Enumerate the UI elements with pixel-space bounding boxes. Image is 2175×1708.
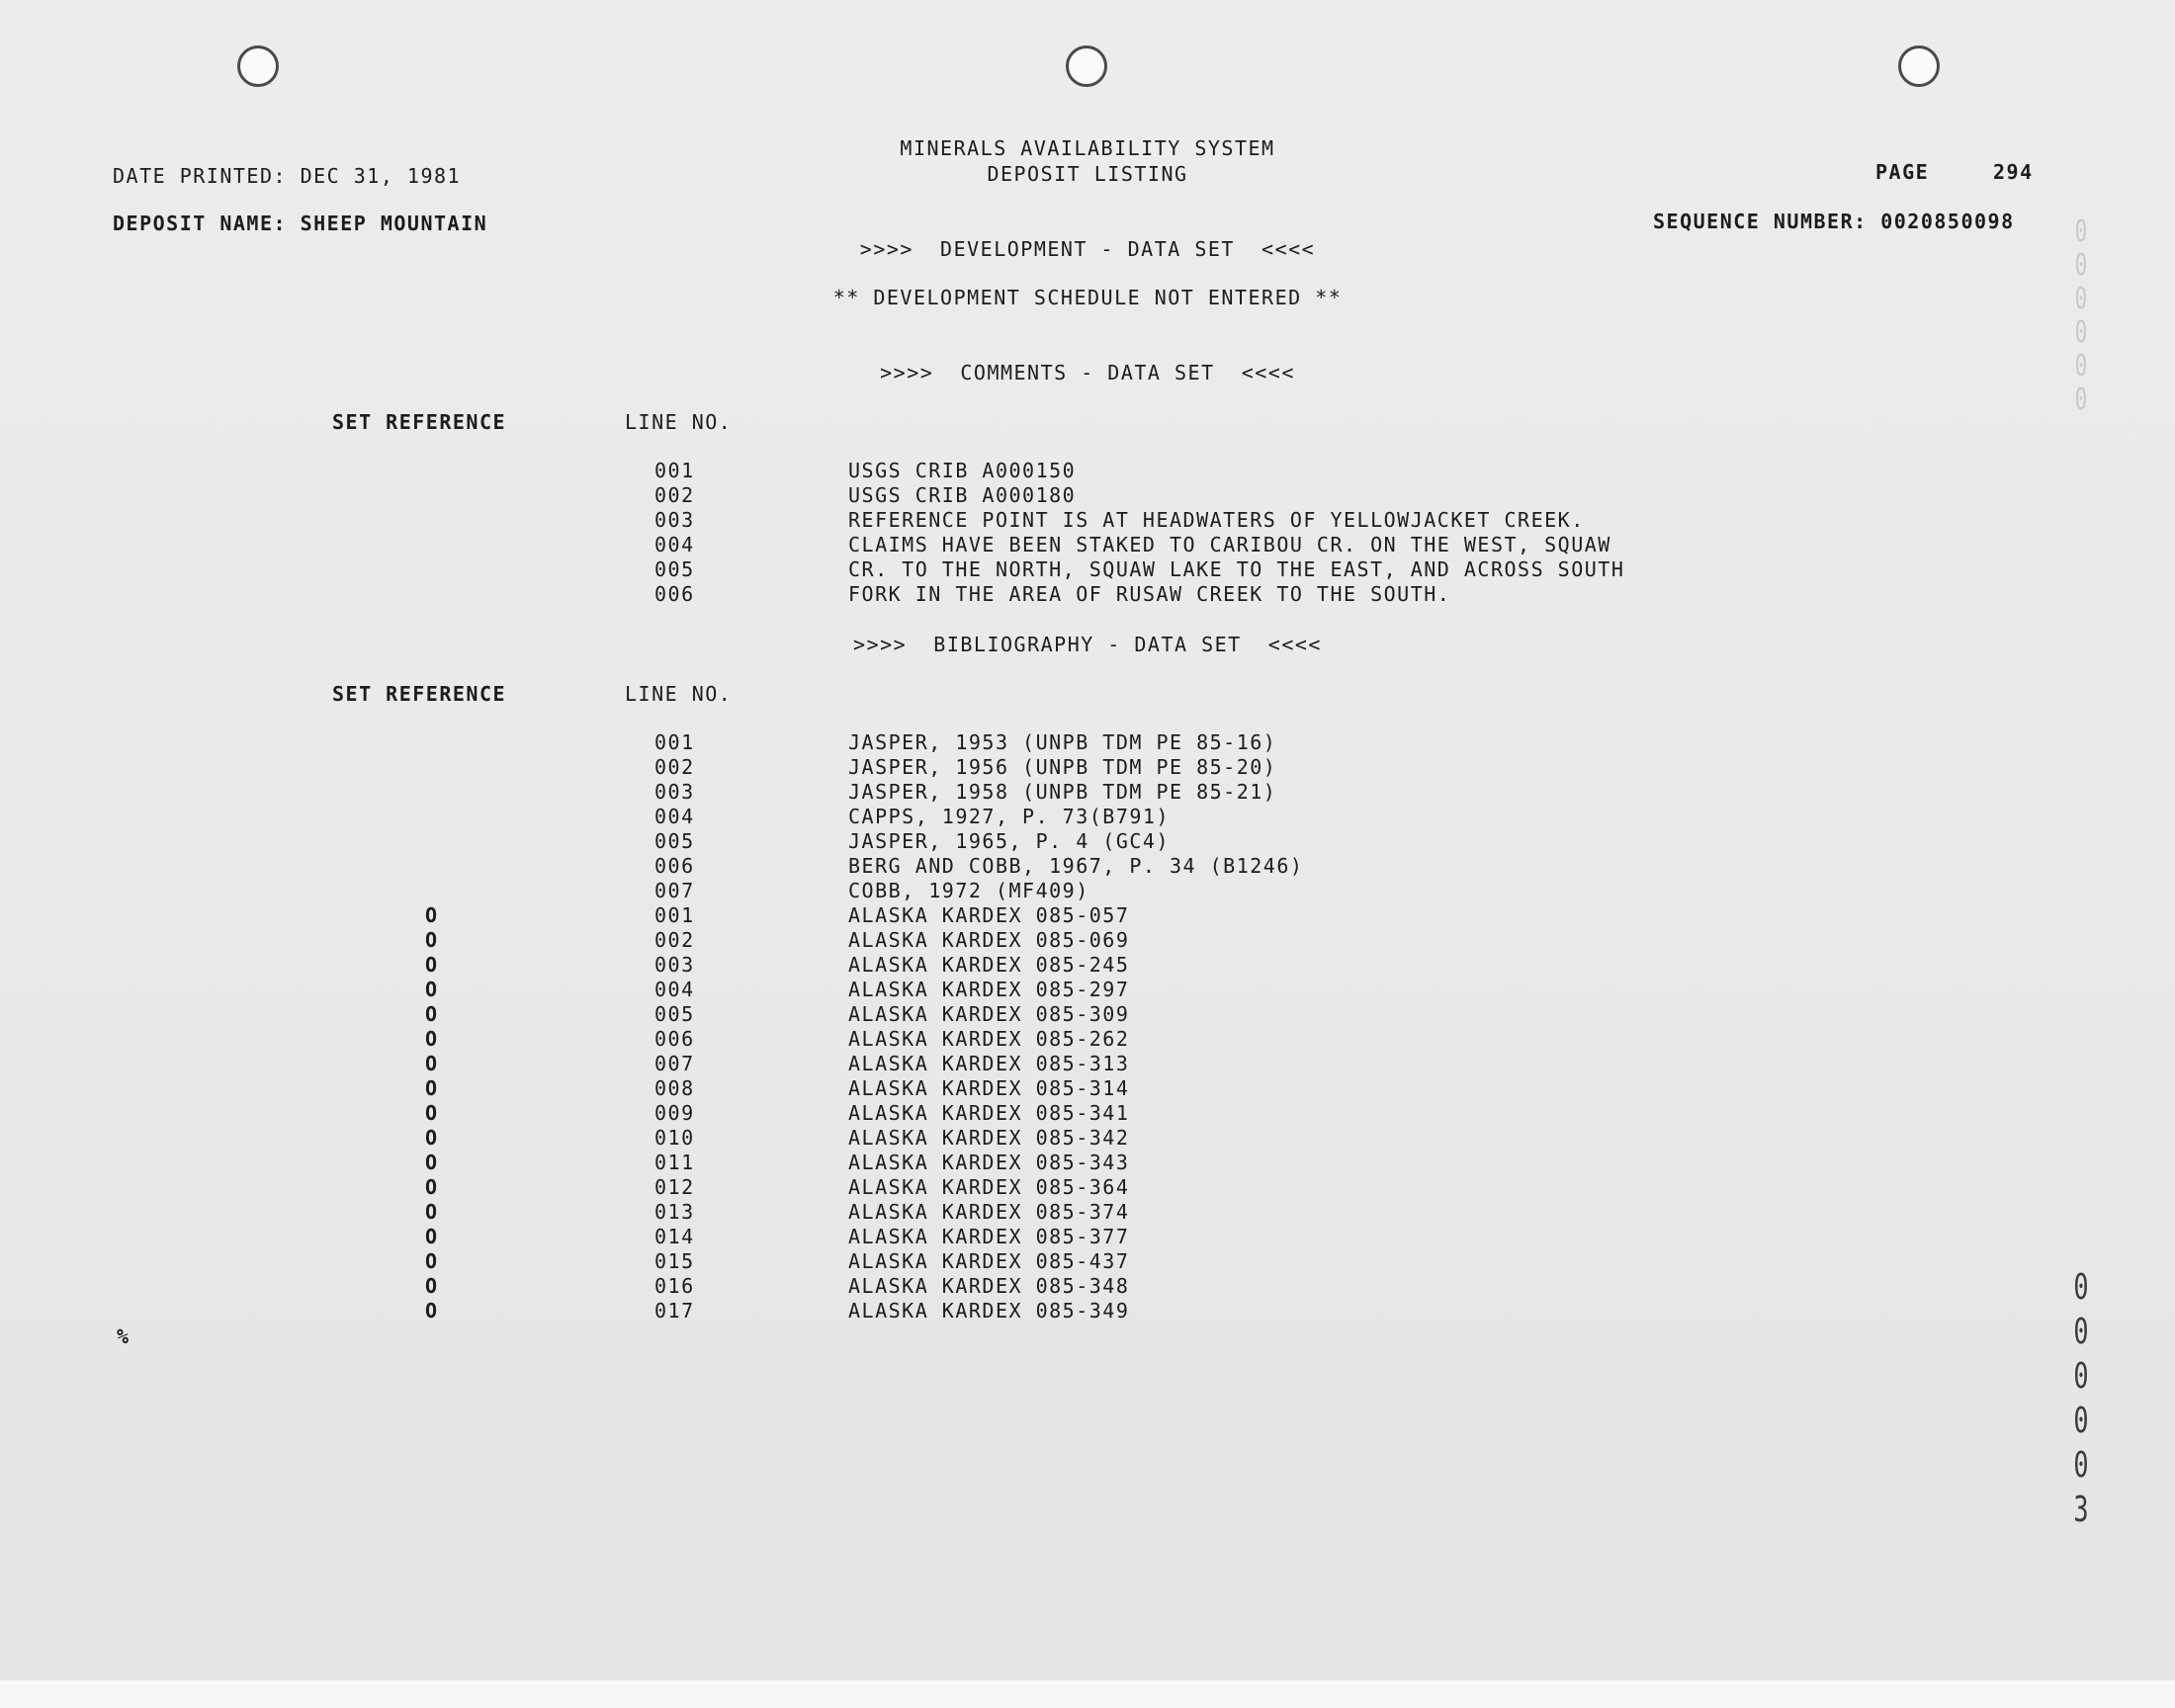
set-reference-cell: O	[425, 978, 439, 1001]
development-note: ** DEVELOPMENT SCHEDULE NOT ENTERED **	[832, 286, 1343, 309]
line-number-cell: 005	[654, 829, 695, 853]
line-number-cell: 002	[654, 928, 695, 952]
entry-text-cell: JASPER, 1956 (UNPB TDM PE 85-20)	[848, 755, 1277, 779]
set-reference-cell: O	[425, 1052, 439, 1075]
entry-text-cell: ALASKA KARDEX 085-342	[848, 1126, 1130, 1150]
line-number-cell: 007	[654, 879, 695, 902]
deposit-name: DEPOSIT NAME: SHEEP MOUNTAIN	[113, 212, 488, 235]
entry-text-cell: ALASKA KARDEX 085-343	[848, 1151, 1130, 1174]
line-number-cell: 003	[654, 953, 695, 977]
page-number: 294	[1993, 160, 2034, 184]
entry-text-cell: JASPER, 1965, P. 4 (GC4)	[848, 829, 1170, 853]
entry-text-cell: ALASKA KARDEX 085-349	[848, 1299, 1130, 1323]
line-number-cell: 005	[654, 1002, 695, 1026]
entry-text-cell: ALASKA KARDEX 085-437	[848, 1249, 1130, 1273]
comments-heading: >>>> COMMENTS - DATA SET <<<<	[880, 361, 1295, 384]
system-title: MINERALS AVAILABILITY SYSTEM	[900, 136, 1275, 160]
set-reference-cell: O	[425, 1151, 439, 1174]
entry-text-cell: ALASKA KARDEX 085-245	[848, 953, 1130, 977]
set-reference-cell: O	[425, 1299, 439, 1323]
entry-text-cell: ALASKA KARDEX 085-341	[848, 1101, 1130, 1125]
bibliography-col-line-no: LINE NO.	[625, 682, 733, 706]
entry-text-cell: CAPPS, 1927, P. 73(B791)	[848, 805, 1170, 828]
entry-text-cell: ALASKA KARDEX 085-374	[848, 1200, 1130, 1224]
date-printed: DATE PRINTED: DEC 31, 1981	[113, 164, 462, 188]
binder-hole-left	[237, 45, 279, 87]
line-number-cell: 001	[654, 903, 695, 927]
entry-text-cell: REFERENCE POINT IS AT HEADWATERS OF YELLOWJACKET CREEK.	[848, 508, 1585, 532]
binder-hole-center	[1066, 45, 1107, 87]
line-number-cell: 011	[654, 1151, 695, 1174]
percent-mark: %	[117, 1324, 130, 1348]
set-reference-cell: O	[425, 1274, 439, 1298]
set-reference-cell: O	[425, 1249, 439, 1273]
entry-text-cell: FORK IN THE AREA OF RUSAW CREEK TO THE SOUTH.	[848, 582, 1451, 606]
line-number-cell: 012	[654, 1175, 695, 1199]
line-number-cell: 015	[654, 1249, 695, 1273]
entry-text-cell: ALASKA KARDEX 085-069	[848, 928, 1130, 952]
set-reference-cell: O	[425, 953, 439, 977]
set-reference-cell: O	[425, 1101, 439, 1125]
entry-text-cell: JASPER, 1953 (UNPB TDM PE 85-16)	[848, 730, 1277, 754]
line-number-cell: 006	[654, 854, 695, 878]
entry-text-cell: ALASKA KARDEX 085-348	[848, 1274, 1130, 1298]
entry-text-cell: USGS CRIB A000180	[848, 483, 1077, 507]
entry-text-cell: CLAIMS HAVE BEEN STAKED TO CARIBOU CR. ON THE WEST, SQUAW	[848, 533, 1611, 556]
bibliography-heading: >>>> BIBLIOGRAPHY - DATA SET <<<<	[853, 633, 1322, 656]
entry-text-cell: BERG AND COBB, 1967, P. 34 (B1246)	[848, 854, 1304, 878]
sequence-number: SEQUENCE NUMBER: 0020850098	[1653, 210, 2015, 233]
set-reference-cell: O	[425, 1200, 439, 1224]
line-number-cell: 004	[654, 805, 695, 828]
entry-text-cell: JASPER, 1958 (UNPB TDM PE 85-21)	[848, 780, 1277, 804]
line-number-cell: 016	[654, 1274, 695, 1298]
entry-text-cell: ALASKA KARDEX 085-313	[848, 1052, 1130, 1075]
entry-text-cell: ALASKA KARDEX 085-314	[848, 1076, 1130, 1100]
set-reference-cell: O	[425, 1002, 439, 1026]
entry-text-cell: ALASKA KARDEX 085-377	[848, 1225, 1130, 1248]
line-number-cell: 017	[654, 1299, 695, 1323]
set-reference-cell: O	[425, 1027, 439, 1051]
set-reference-cell: O	[425, 1126, 439, 1150]
entry-text-cell: CR. TO THE NORTH, SQUAW LAKE TO THE EAST, AND ACROSS SOUTH	[848, 557, 1625, 581]
comments-col-set-reference: SET REFERENCE	[332, 410, 507, 434]
line-number-cell: 001	[654, 459, 695, 482]
listing-title: DEPOSIT LISTING	[987, 162, 1188, 186]
margin-frame-code-faint: 0 0 0 0 0 0	[2074, 214, 2088, 417]
line-number-cell: 003	[654, 780, 695, 804]
entry-text-cell: ALASKA KARDEX 085-297	[848, 978, 1130, 1001]
line-number-cell: 008	[654, 1076, 695, 1100]
margin-frame-code: 0 0 0 0 0 3	[2073, 1267, 2089, 1530]
line-number-cell: 004	[654, 533, 695, 556]
entry-text-cell: USGS CRIB A000150	[848, 459, 1077, 482]
line-number-cell: 002	[654, 755, 695, 779]
line-number-cell: 009	[654, 1101, 695, 1125]
binder-hole-right	[1898, 45, 1940, 87]
paper-bottom-edge	[0, 1680, 2175, 1708]
line-number-cell: 010	[654, 1126, 695, 1150]
set-reference-cell: O	[425, 928, 439, 952]
comments-col-line-no: LINE NO.	[625, 410, 733, 434]
line-number-cell: 001	[654, 730, 695, 754]
entry-text-cell: ALASKA KARDEX 085-364	[848, 1175, 1130, 1199]
entry-text-cell: COBB, 1972 (MF409)	[848, 879, 1089, 902]
entry-text-cell: ALASKA KARDEX 085-057	[848, 903, 1130, 927]
line-number-cell: 006	[654, 1027, 695, 1051]
entry-text-cell: ALASKA KARDEX 085-262	[848, 1027, 1130, 1051]
set-reference-cell: O	[425, 1225, 439, 1248]
line-number-cell: 003	[654, 508, 695, 532]
line-number-cell: 007	[654, 1052, 695, 1075]
page-label: PAGE	[1875, 160, 1930, 184]
line-number-cell: 013	[654, 1200, 695, 1224]
development-heading: >>>> DEVELOPMENT - DATA SET <<<<	[859, 237, 1316, 261]
line-number-cell: 002	[654, 483, 695, 507]
line-number-cell: 004	[654, 978, 695, 1001]
entry-text-cell: ALASKA KARDEX 085-309	[848, 1002, 1130, 1026]
line-number-cell: 014	[654, 1225, 695, 1248]
set-reference-cell: O	[425, 1175, 439, 1199]
line-number-cell: 005	[654, 557, 695, 581]
set-reference-cell: O	[425, 1076, 439, 1100]
set-reference-cell: O	[425, 903, 439, 927]
bibliography-col-set-reference: SET REFERENCE	[332, 682, 507, 706]
line-number-cell: 006	[654, 582, 695, 606]
